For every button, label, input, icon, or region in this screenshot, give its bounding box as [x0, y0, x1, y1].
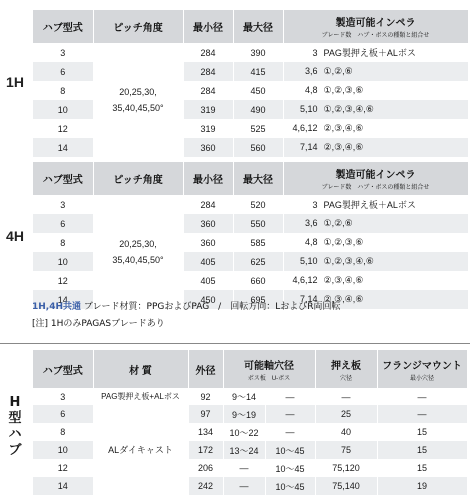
max-cell: 415 — [233, 62, 283, 81]
hub-type-cell: 8 — [33, 233, 93, 252]
header-min-diameter: 最小径 — [183, 10, 233, 43]
max-cell: 490 — [233, 100, 283, 119]
hub-type-cell: 6 — [33, 62, 93, 81]
hub-type-cell: 12 — [33, 459, 93, 477]
pitch-values: 20,25,30, 35,40,45,50° — [112, 239, 164, 265]
header-plate — [315, 350, 377, 388]
outer-cell: 172 — [188, 441, 223, 459]
spec-table-1h — [33, 10, 469, 157]
combo-value: ①,②,③,⑥ — [323, 85, 364, 95]
combo-value: ①,②,③,⑥ — [323, 237, 364, 247]
max-cell: 390 — [233, 43, 283, 62]
hub-type-cell: 10 — [33, 100, 93, 119]
impeller-cell — [283, 233, 468, 252]
label-char: ハ — [8, 427, 22, 442]
min-cell: 405 — [183, 271, 233, 290]
hub-type-cell: 12 — [33, 271, 93, 290]
hub-type-cell: 3 — [33, 195, 93, 214]
common-note-label: 1H,4H共通 — [32, 302, 82, 312]
header-hub-type: ハブ型式 — [33, 350, 93, 388]
min-cell: 284 — [183, 81, 233, 100]
plate-cell: 75 — [315, 441, 377, 459]
hub-type-cell: 10 — [33, 252, 93, 271]
u-boss-cell: 10～45 — [265, 459, 315, 477]
header-impeller-title: 製造可能インペラ — [335, 170, 416, 181]
hub-type-cell: 10 — [33, 441, 93, 459]
material-cell: ALダイキャスト — [93, 405, 188, 495]
header-max-diameter: 最大径 — [233, 162, 283, 195]
flange-cell: — — [377, 388, 467, 405]
spec-table-h-hub — [33, 350, 468, 495]
hub-type-cell: 14 — [33, 138, 93, 157]
pitch-angle-cell — [93, 195, 183, 309]
blade-count: 3 — [312, 48, 318, 58]
boss-bore-cell: 9～19 — [223, 405, 265, 423]
hub-type-cell: 6 — [33, 214, 93, 233]
common-note — [32, 299, 341, 312]
header-plate-sub: 穴径 — [339, 375, 352, 382]
blade-count: 3,6 — [304, 218, 318, 228]
max-cell: 625 — [233, 252, 283, 271]
hub-type-cell: 14 — [33, 290, 93, 309]
blade-count: 4,6,12 — [292, 275, 318, 285]
boss-bore-cell: 10～22 — [223, 423, 265, 441]
plate-cell: 75,120 — [315, 459, 377, 477]
pitch-values: 20,25,30, 35,40,45,50° — [112, 87, 164, 113]
u-boss-cell: 10～45 — [265, 477, 315, 495]
section-label-4h: 4H — [6, 228, 24, 244]
header-max-diameter: 最大径 — [233, 10, 283, 43]
blade-count: 7,14 — [299, 142, 318, 152]
min-cell: 360 — [183, 214, 233, 233]
min-cell: 360 — [183, 233, 233, 252]
impeller-cell — [283, 119, 468, 138]
blade-count: 5,10 — [299, 104, 318, 114]
hub-type-cell: 8 — [33, 81, 93, 100]
combo-value: PAG製押え板＋ALボス — [323, 200, 416, 210]
impeller-cell — [283, 62, 468, 81]
bracket-note: [注] 1HのみPAGASブレードあり — [32, 319, 165, 329]
material-cell: PAG製押え板+ALボス — [93, 388, 188, 405]
min-cell: 284 — [183, 62, 233, 81]
combo-value: ①,②,⑥ — [323, 66, 353, 76]
flange-cell: — — [377, 405, 467, 423]
max-cell: 525 — [233, 119, 283, 138]
header-material: 材 質 — [93, 350, 188, 388]
outer-cell: 242 — [188, 477, 223, 495]
combo-value: ①,②,③,④,⑥ — [323, 104, 374, 114]
min-cell: 360 — [183, 138, 233, 157]
header-min-diameter: 最小径 — [183, 162, 233, 195]
boss-bore-cell: — — [223, 477, 265, 495]
outer-cell: 206 — [188, 459, 223, 477]
outer-cell: 134 — [188, 423, 223, 441]
flange-cell: 19 — [377, 477, 467, 495]
plate-cell: 25 — [315, 405, 377, 423]
max-cell: 560 — [233, 138, 283, 157]
boss-bore-cell: — — [223, 459, 265, 477]
combo-value: ①,②,⑥ — [323, 218, 353, 228]
max-cell: 660 — [233, 271, 283, 290]
table-row — [33, 388, 467, 405]
max-cell: 550 — [233, 214, 283, 233]
flange-cell: 15 — [377, 459, 467, 477]
impeller-cell — [283, 271, 468, 290]
table-row — [33, 195, 468, 214]
hub-type-cell: 8 — [33, 423, 93, 441]
combo-value: ②,③,④,⑥ — [323, 294, 364, 304]
header-outer-diameter: 外径 — [188, 350, 223, 388]
header-bore-u: U-ボス — [271, 375, 291, 382]
blade-count: 3 — [312, 200, 318, 210]
header-hub-type: ハブ型式 — [33, 162, 93, 195]
header-impeller — [283, 10, 468, 43]
min-cell: 284 — [183, 43, 233, 62]
min-cell: 319 — [183, 119, 233, 138]
outer-cell: 92 — [188, 388, 223, 405]
combo-value: ②,③,④,⑥ — [323, 142, 364, 152]
section-label-h-hub — [6, 395, 24, 459]
section-label-1h: 1H — [6, 74, 24, 90]
impeller-cell — [283, 81, 468, 100]
header-bore-boss: ボス板 — [247, 375, 266, 382]
spec-table-4h — [33, 162, 469, 309]
combo-value: ②,③,④,⑥ — [323, 275, 364, 285]
min-cell: 284 — [183, 195, 233, 214]
blade-count: 4,6,12 — [292, 123, 318, 133]
combo-value: PAG製押え板＋ALボス — [323, 48, 416, 58]
header-impeller-title: 製造可能インペラ — [335, 18, 416, 29]
min-cell: 405 — [183, 252, 233, 271]
impeller-cell — [283, 138, 468, 157]
combo-value: ②,③,④,⑥ — [323, 123, 364, 133]
u-boss-cell: — — [265, 423, 315, 441]
plate-cell: 40 — [315, 423, 377, 441]
u-boss-cell: 10～45 — [265, 441, 315, 459]
label-char: 型 — [8, 411, 22, 426]
hub-type-cell: 3 — [33, 43, 93, 62]
header-pitch-angle: ピッチ角度 — [93, 10, 183, 43]
impeller-cell — [283, 195, 468, 214]
blade-count: 4,8 — [304, 237, 318, 247]
hub-type-cell: 12 — [33, 119, 93, 138]
header-blade-count: ブレード数 — [321, 185, 352, 191]
max-cell: 585 — [233, 233, 283, 252]
label-char: ブ — [8, 443, 22, 458]
hub-type-cell: 3 — [33, 388, 93, 405]
pitch-angle-cell — [93, 43, 183, 157]
header-blade-count: ブレード数 — [321, 33, 352, 39]
common-note-text: ブレード材質：PPGおよびPAG / 回転方向：LおよびR両回転 — [83, 302, 341, 312]
u-boss-cell: — — [265, 388, 315, 405]
blade-count: 3,6 — [304, 66, 318, 76]
flange-cell: 15 — [377, 441, 467, 459]
header-hub-type: ハブ型式 — [33, 10, 93, 43]
u-boss-cell: — — [265, 405, 315, 423]
header-flange-title: フランジマウント — [382, 360, 462, 372]
header-hub-boss-combo: ハブ・ボスの種類と組合せ — [357, 33, 430, 39]
outer-cell: 97 — [188, 405, 223, 423]
header-plate-title: 押え板 — [331, 360, 361, 372]
header-flange — [377, 350, 467, 388]
table-row — [33, 405, 467, 423]
impeller-cell — [283, 100, 468, 119]
min-cell: 319 — [183, 100, 233, 119]
plate-cell: — — [315, 388, 377, 405]
blade-count: 4,8 — [304, 85, 318, 95]
max-cell: 695 — [233, 290, 283, 309]
header-hub-boss-combo: ハブ・ボスの種類と組合せ — [357, 185, 430, 191]
max-cell: 450 — [233, 81, 283, 100]
impeller-cell — [283, 252, 468, 271]
header-bore-title: 可能軸穴径 — [244, 360, 294, 372]
max-cell: 520 — [233, 195, 283, 214]
boss-bore-cell: 13～24 — [223, 441, 265, 459]
plate-cell: 75,140 — [315, 477, 377, 495]
blade-count: 7,14 — [299, 294, 318, 304]
min-cell: 450 — [183, 290, 233, 309]
hub-type-cell: 14 — [33, 477, 93, 495]
blade-count: 5,10 — [299, 256, 318, 266]
impeller-cell — [283, 214, 468, 233]
boss-bore-cell: 9～14 — [223, 388, 265, 405]
hub-type-cell: 6 — [33, 405, 93, 423]
header-bore — [223, 350, 315, 388]
flange-cell: 15 — [377, 423, 467, 441]
section-divider — [0, 343, 470, 344]
header-impeller — [283, 162, 468, 195]
header-pitch-angle: ピッチ角度 — [93, 162, 183, 195]
table-row — [33, 43, 468, 62]
label-char: H — [9, 395, 21, 410]
impeller-cell — [283, 43, 468, 62]
header-flange-sub: 最小穴径 — [409, 375, 434, 382]
combo-value: ①,②,③,④,⑥ — [323, 256, 374, 266]
